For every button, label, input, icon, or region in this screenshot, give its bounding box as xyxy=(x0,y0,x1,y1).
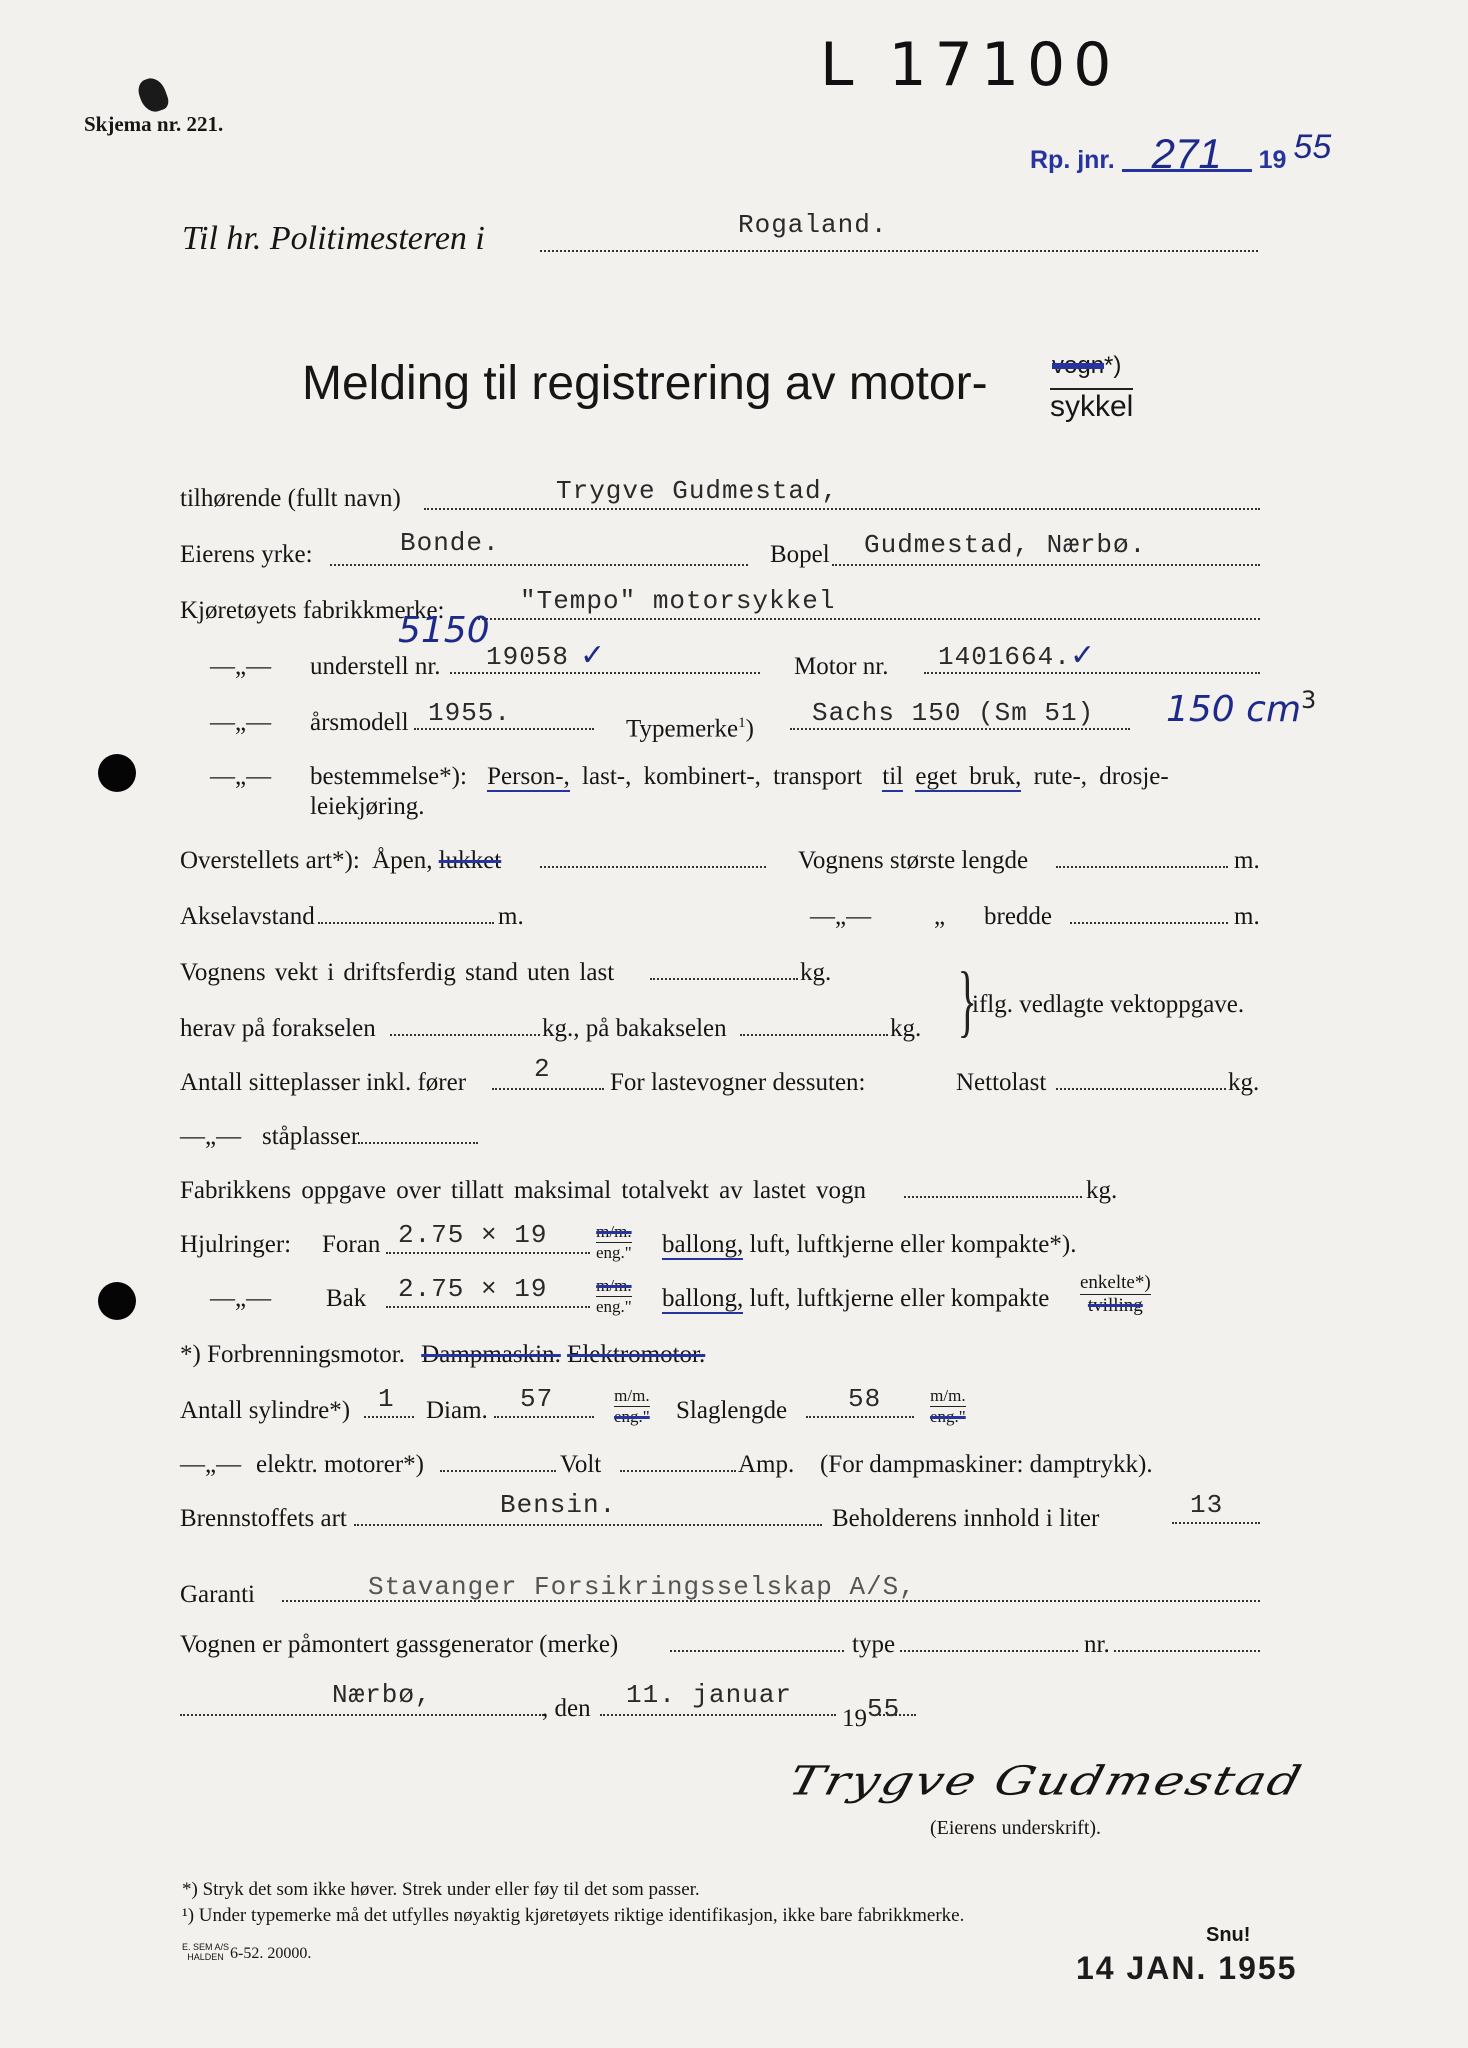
stroke-frac-mm: m/m. xyxy=(930,1386,966,1405)
addressee-label: Til hr. Politimesteren i xyxy=(182,220,485,257)
engine-combustion: *) Forbrenningsmotor. xyxy=(180,1341,405,1368)
den-label: , den xyxy=(542,1695,591,1722)
steam-note: (For dampmaskiner: damptrykk). xyxy=(820,1451,1153,1478)
type-dotted-line xyxy=(790,728,1130,730)
occupation-label: Eierens yrke: xyxy=(180,541,313,568)
truck-label: For lastevogner dessuten: xyxy=(610,1069,866,1096)
width-label: bredde xyxy=(984,903,1053,930)
back-dotted-line xyxy=(386,1306,590,1308)
signing-date: 11. januar xyxy=(626,1680,793,1710)
volt-dotted-line xyxy=(620,1470,736,1472)
front-axle-label: herav på forakselen xyxy=(180,1015,376,1042)
width-comma: „ xyxy=(934,903,946,930)
standing-dotted-line xyxy=(358,1142,478,1144)
chassis-handwritten: 5150 xyxy=(398,610,490,651)
engine-line xyxy=(180,1340,705,1370)
ditto-chassis: —„— xyxy=(210,653,272,680)
occupation-dotted-line xyxy=(330,564,748,566)
purpose-til: til xyxy=(882,763,904,790)
purpose-line xyxy=(310,762,1169,792)
type-label: Typemerke$^1$) xyxy=(626,715,754,743)
standing-label: ståplasser xyxy=(262,1123,360,1150)
ditto-back: —„— xyxy=(210,1285,272,1312)
front-value: 2.75 × 19 xyxy=(398,1220,548,1250)
wheels-label: Hjulringer: xyxy=(180,1231,292,1258)
turn-over-note: Snu! xyxy=(1206,1924,1251,1946)
residence-dotted-line xyxy=(832,564,1260,566)
netload-unit: kg. xyxy=(1228,1069,1260,1096)
year-dotted-line xyxy=(414,728,594,730)
gas-nr-label: nr. xyxy=(1084,1631,1110,1658)
owner-signature: Trygve Gudmestad xyxy=(784,1757,1308,1805)
diam-unit-fraction xyxy=(614,1386,650,1427)
tank-dotted-line xyxy=(1172,1522,1260,1524)
purpose-end: rute-, drosje- xyxy=(1033,763,1169,790)
body-label: Overstellets art*): xyxy=(180,847,360,874)
diam-value: 57 xyxy=(520,1384,554,1414)
back-label: Bak xyxy=(326,1285,367,1312)
purpose-own-use: eget bruk, xyxy=(915,763,1022,790)
front-tyre-rest: luft, luftkjerne eller kompakte*). xyxy=(749,1231,1077,1258)
front-label: Foran xyxy=(322,1231,381,1258)
purpose-person: Person-, xyxy=(487,763,570,790)
date-dotted-line xyxy=(600,1714,836,1716)
tank-label: Beholderens innhold i liter xyxy=(832,1505,1100,1532)
addressee-dotted-line xyxy=(540,250,1258,252)
stroke-label: Slaglengde xyxy=(676,1397,788,1424)
body-closed: lukket xyxy=(438,847,502,874)
netload-dotted-line xyxy=(1056,1088,1226,1090)
ditto-purpose: —„— xyxy=(210,763,272,790)
gas-label: Vognen er påmontert gassgenerator (merke) xyxy=(180,1631,619,1658)
owner-value: Trygve Gudmestad, xyxy=(556,476,839,506)
owner-label: tilhørende (fullt navn) xyxy=(180,485,401,512)
chassis-dotted-line xyxy=(450,672,760,674)
rp-year-suffix: 55 xyxy=(1293,128,1332,166)
width-unit: m. xyxy=(1234,903,1260,930)
signing-place: Nærbø, xyxy=(332,1680,432,1710)
body-line xyxy=(180,846,501,876)
type-handwritten xyxy=(1166,686,1316,730)
cyl-dotted-line xyxy=(364,1416,414,1418)
year-suffix-dotted-line xyxy=(872,1714,916,1716)
axle-unit: m. xyxy=(498,903,524,930)
single-twin-fraction xyxy=(1080,1272,1151,1317)
print-info: 6-52. 20000. xyxy=(230,1945,312,1962)
volt-label: Volt xyxy=(560,1451,602,1478)
rp-label: Rp. jnr. xyxy=(1030,146,1115,174)
cyl-value: 1 xyxy=(378,1384,395,1414)
twin-label: tvilling xyxy=(1087,1295,1143,1316)
body-open: Åpen, xyxy=(372,847,433,874)
width-dotted-line xyxy=(1070,922,1228,924)
engine-steam: Dampmaskin. xyxy=(421,1341,561,1368)
axle-label: Akselavstand xyxy=(180,903,315,930)
netload-label: Nettolast xyxy=(956,1069,1047,1096)
type-value: Sachs 150 (Sm 51) xyxy=(812,698,1095,728)
signing-year-prefix: 19 xyxy=(842,1705,867,1732)
year-value: 1955. xyxy=(428,698,512,728)
motor-value: 1401664. xyxy=(938,642,1071,672)
corner-smudge xyxy=(135,75,171,116)
diam-frac-mm: m/m. xyxy=(614,1386,650,1405)
gas-type-dotted-line xyxy=(900,1650,1078,1652)
length-unit: m. xyxy=(1234,847,1260,874)
front-axle-dotted-line xyxy=(390,1034,540,1036)
warranty-dotted-line xyxy=(282,1600,1260,1602)
fuel-dotted-line xyxy=(354,1524,822,1526)
rp-journal xyxy=(1030,128,1331,175)
warranty-value: Stavanger Forsikringsselskap A/S, xyxy=(368,1572,916,1602)
diam-frac-eng: eng." xyxy=(614,1407,650,1426)
rp-number: 271 xyxy=(1122,139,1252,172)
rear-axle-label: kg., på bakakselen xyxy=(542,1015,727,1042)
footnote-2: ¹) Under typemerke må det utfylles nøyaktig kjøretøyets riktige identifikasjon, ikke bare fabrikkmerke. xyxy=(182,1905,965,1926)
chassis-check-icon: ✓ xyxy=(580,638,606,673)
seats-label: Antall sitteplasser inkl. fører xyxy=(180,1069,467,1096)
front-tyre-line xyxy=(662,1230,1076,1260)
purpose-rest: last-, kombinert-, transport xyxy=(582,763,863,790)
printer-mark xyxy=(182,1942,229,1962)
owner-signature-label: (Eierens underskrift). xyxy=(930,1817,1102,1839)
amp-label: Amp. xyxy=(738,1451,795,1478)
ditto-year: —„— xyxy=(210,709,272,736)
axle-dotted-line xyxy=(318,922,494,924)
schema-label: Skjema nr. 221. xyxy=(84,112,224,136)
weight-note: iflg. vedlagte vektoppgave. xyxy=(972,991,1245,1018)
back-value: 2.75 × 19 xyxy=(398,1274,548,1304)
back-tyre-line xyxy=(662,1284,1049,1314)
purpose-label: bestemmelse*): xyxy=(310,763,467,790)
rp-year-prefix: 19 xyxy=(1258,146,1287,174)
rear-axle-unit: kg. xyxy=(890,1015,922,1042)
punch-hole-bottom xyxy=(98,1282,136,1320)
stroke-unit-fraction xyxy=(930,1386,966,1427)
residence-label: Bopel xyxy=(770,541,830,568)
received-date-stamp: 14 JAN. 1955 xyxy=(1076,1950,1298,1986)
printer-line1: E. SEM A/S xyxy=(182,1942,230,1952)
seats-value: 2 xyxy=(534,1054,551,1084)
ditto-standing: —„— xyxy=(180,1123,242,1150)
maxweight-label: Fabrikkens oppgave over tillatt maksimal totalvekt av lastet vogn xyxy=(180,1177,867,1204)
maxweight-unit: kg. xyxy=(1086,1177,1118,1204)
weight-unit: kg. xyxy=(800,959,832,986)
footnote-1: *) Stryk det som ikke høver. Strek under eller føy til det som passer. xyxy=(182,1879,700,1900)
back-unit-fraction xyxy=(596,1276,632,1317)
elmotor-label: elektr. motorer*) xyxy=(256,1451,424,1478)
motor-check-icon: ✓ xyxy=(1070,638,1096,673)
body-dotted-line xyxy=(540,866,766,868)
title-option-kept: sykkel xyxy=(1050,390,1134,423)
motor-dotted-line xyxy=(924,672,1260,674)
place-dotted-line xyxy=(180,1714,544,1716)
back-frac-eng: eng." xyxy=(596,1297,632,1316)
type-hand-text: 150 cm xyxy=(1166,689,1302,730)
type-label-sup: 1 xyxy=(738,715,746,731)
make-value: "Tempo" motorsykkel xyxy=(520,586,836,616)
front-unit-fraction xyxy=(596,1222,632,1263)
form-title xyxy=(302,356,988,411)
title-main: Melding til registrering av motor- xyxy=(302,357,988,410)
length-label: Vognens største lengde xyxy=(798,847,1029,874)
rear-axle-dotted-line xyxy=(740,1034,888,1036)
weight-label: Vognens vekt i driftsferdig stand uten last xyxy=(180,959,615,986)
chassis-value: 19058 xyxy=(486,642,570,672)
length-dotted-line xyxy=(1056,866,1228,868)
title-option-strike xyxy=(1052,352,1121,380)
gas-type-label: type xyxy=(852,1631,896,1658)
chassis-label: understell nr. xyxy=(310,653,441,680)
back-tyre-rest: luft, luftkjerne eller kompakte xyxy=(749,1285,1050,1312)
warranty-label: Garanti xyxy=(180,1581,255,1608)
addressee-value: Rogaland. xyxy=(738,210,888,240)
diam-label: Diam. xyxy=(426,1397,488,1424)
diam-dotted-line xyxy=(494,1416,594,1418)
type-label-text: Typemerke xyxy=(626,715,739,743)
back-tyre-ballong: ballong, xyxy=(662,1285,744,1312)
owner-dotted-line xyxy=(424,508,1260,510)
punch-hole-top xyxy=(98,754,136,792)
signing-year-suffix: 55 xyxy=(867,1694,901,1724)
fuel-value: Bensin. xyxy=(500,1490,617,1520)
make-label: Kjøretøyets fabrikkmerke: xyxy=(180,597,445,624)
front-frac-eng: eng." xyxy=(596,1243,632,1262)
weight-brace: } xyxy=(957,957,977,1045)
gas-nr-dotted-line xyxy=(1114,1650,1260,1652)
gas-dotted-line xyxy=(670,1650,844,1652)
residence-value: Gudmestad, Nærbø. xyxy=(864,530,1147,560)
front-tyre-ballong: ballong, xyxy=(662,1231,744,1258)
elmotor-dotted-line xyxy=(440,1470,556,1472)
front-dotted-line xyxy=(386,1252,590,1254)
stroke-dotted-line xyxy=(806,1416,914,1418)
ditto-width: —„— xyxy=(810,903,872,930)
make-dotted-line xyxy=(478,618,1260,620)
year-label: årsmodell xyxy=(310,709,409,736)
stroke-frac-eng: eng." xyxy=(930,1407,966,1426)
maxweight-dotted-line xyxy=(904,1196,1082,1198)
printer-line2: HALDEN xyxy=(187,1952,224,1962)
front-frac-mm: m/m. xyxy=(596,1222,632,1241)
cyl-label: Antall sylindre*) xyxy=(180,1397,351,1424)
type-hand-sup: 3 xyxy=(1301,686,1317,714)
fuel-label: Brennstoffets art xyxy=(180,1505,347,1532)
purpose-line2: leiekjøring. xyxy=(310,793,425,820)
single-label: enkelte*) xyxy=(1080,1272,1151,1293)
engine-electric: Elektromotor. xyxy=(567,1341,706,1368)
tank-value: 13 xyxy=(1190,1490,1224,1520)
title-star: *) xyxy=(1104,352,1122,379)
archive-number: L 17100 xyxy=(820,30,1120,100)
weight-dotted-line xyxy=(650,978,798,980)
occupation-value: Bonde. xyxy=(400,528,500,558)
stroke-value: 58 xyxy=(848,1384,882,1414)
seats-dotted-line xyxy=(492,1088,604,1090)
ditto-elmotor: —„— xyxy=(180,1451,242,1478)
title-strike-option: vogn xyxy=(1052,352,1105,379)
motor-label: Motor nr. xyxy=(794,653,889,680)
back-frac-mm: m/m. xyxy=(596,1276,632,1295)
